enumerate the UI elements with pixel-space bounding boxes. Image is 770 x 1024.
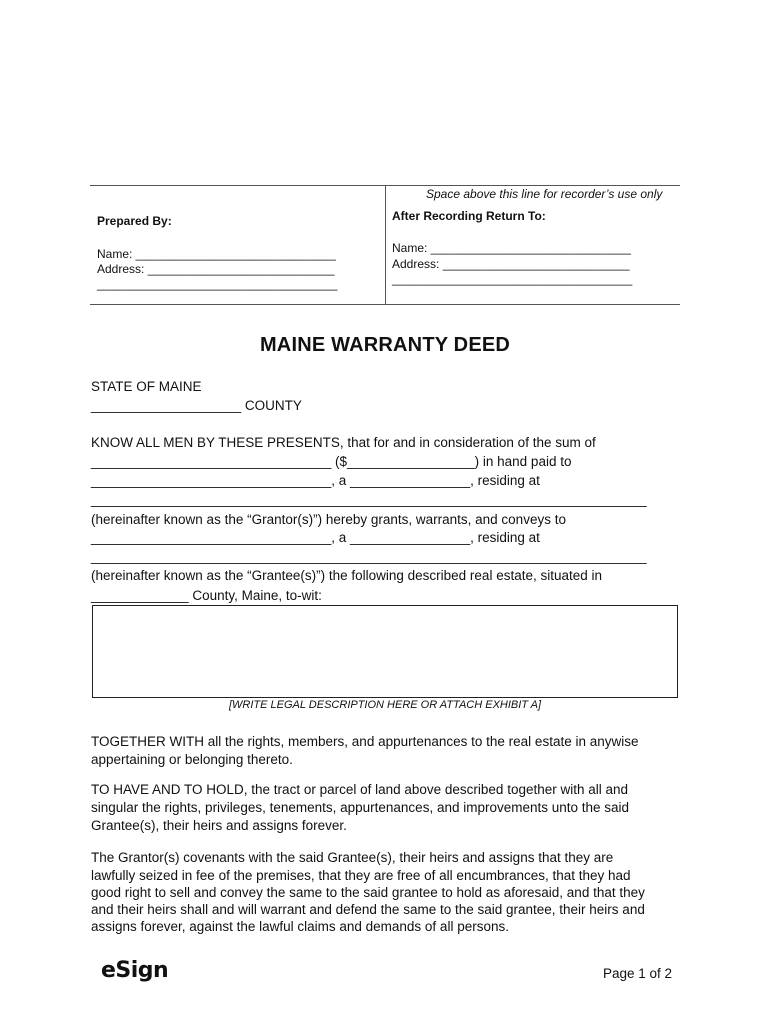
prepared-by-address-line2[interactable]: ____________________________________ <box>97 277 338 291</box>
legal-description-caption: [WRITE LEGAL DESCRIPTION HERE OR ATTACH EXHIBIT A] <box>228 699 542 711</box>
county-line[interactable]: ____________________ COUNTY <box>91 398 302 413</box>
covenants-line-1: The Grantor(s) covenants with the said Grantee(s), their heirs and assigns that they are <box>91 850 614 865</box>
document-title: MAINE WARRANTY DEED <box>259 334 511 356</box>
covenants-line-3: good right to sell and convey the same to the said grantee to hold as aforesaid, and that they <box>91 885 645 900</box>
to-have-line-2: singular the rights, privileges, tenements, appurtenances, and improvements unto the said <box>91 800 630 815</box>
grantor-conveys-line: (hereinafter known as the “Grantor(s)”) hereby grants, warrants, and conveys to <box>91 512 566 527</box>
together-line-2: appertaining or belonging thereto. <box>91 752 293 767</box>
to-have-line-3: Grantee(s), their heirs and assigns forever. <box>91 818 347 833</box>
return-to-title: After Recording Return To: <box>392 209 546 223</box>
return-to-name[interactable]: Name: ______________________________ <box>392 241 631 255</box>
to-have-line-1: TO HAVE AND TO HOLD, the tract or parcel of land above described together with all and <box>91 782 629 797</box>
prepared-by-name[interactable]: Name: ______________________________ <box>97 247 336 261</box>
grantor-address-line[interactable]: __________________________________________________________________________ <box>91 492 647 507</box>
grantor-line[interactable]: ________________________________, a ________________, residing at <box>91 473 540 488</box>
consideration-line[interactable]: ________________________________ ($_________________) in hand paid to <box>91 454 572 469</box>
prepared-by-title: Prepared By: <box>97 214 172 228</box>
grantee-address-line[interactable]: __________________________________________________________________________ <box>91 549 647 564</box>
return-to-address[interactable]: Address: ____________________________ <box>392 257 630 271</box>
return-to-address-line2[interactable]: ____________________________________ <box>392 272 633 286</box>
esign-logo: eSign <box>101 958 169 983</box>
know-all-line-1: KNOW ALL MEN BY THESE PRESENTS, that for and in consideration of the sum of <box>91 435 596 450</box>
state-line: STATE OF MAINE <box>91 379 202 394</box>
prepared-by-address[interactable]: Address: ____________________________ <box>97 262 335 276</box>
legal-description-box[interactable] <box>92 605 678 698</box>
together-line-1: TOGETHER WITH all the rights, members, and appurtenances to the real estate in anywise <box>91 734 639 749</box>
county-maine-line[interactable]: _____________ County, Maine, to-wit: <box>91 588 322 603</box>
covenants-line-5: assigns forever, against the lawful claims and demands of all persons. <box>91 919 509 934</box>
grantee-real-estate-line: (hereinafter known as the “Grantee(s)”) the following described real estate, situated in <box>91 568 603 583</box>
recorder-divider <box>385 186 386 304</box>
recorder-bottom-line <box>90 304 680 305</box>
grantee-line[interactable]: ________________________________, a ________________, residing at <box>91 530 540 545</box>
covenants-line-2: lawfully seized in fee of the premises, that they are free of all encumbrances, that they had <box>91 868 631 883</box>
recorder-note: Space above this line for recorder’s use only <box>426 187 663 201</box>
covenants-line-4: and their heirs shall and will warrant and defend the same to the said grantee, their heirs and <box>91 902 645 917</box>
page-number: Page 1 of 2 <box>603 966 673 981</box>
